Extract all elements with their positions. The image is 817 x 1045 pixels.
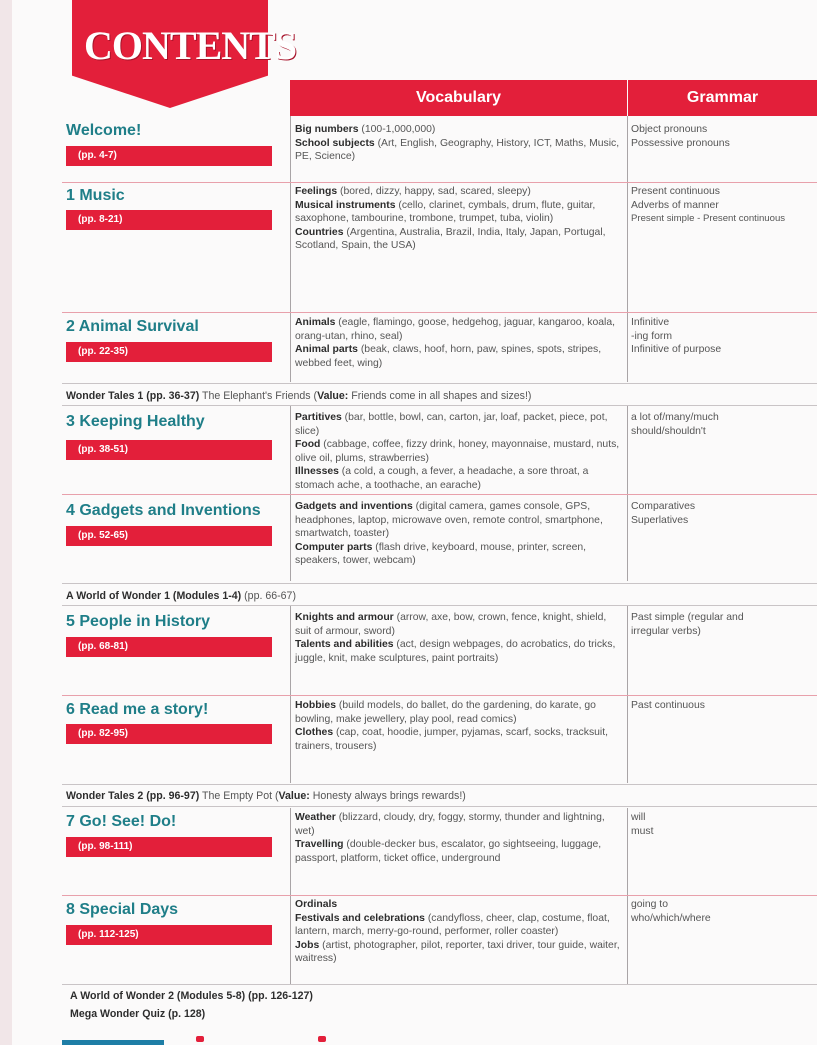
vocabulary-cell: Ordinals Festivals and celebrations (candyfloss, cheer, clap, costume, float, lantern, march, merry-go-round, performer, roller coaster) Jobs (artist, photographer, pilot, reporter, taxi driver, tour guide, waiter, waitress) — [295, 899, 620, 965]
module-title: 3 Keeping Healthy — [66, 413, 205, 430]
grammar-cell: a lot of/many/much should/shouldn't — [631, 412, 719, 437]
row-divider — [62, 984, 817, 985]
row-divider — [62, 383, 817, 384]
module-pages-badge: (pp. 98-111) — [66, 837, 272, 857]
module-title: 4 Gadgets and Inventions — [66, 502, 261, 519]
module-title: 5 People in History — [66, 613, 211, 630]
module-title: 2 Animal Survival — [66, 318, 199, 335]
row-divider — [62, 806, 817, 807]
table-rule — [290, 808, 291, 984]
row-divider — [62, 895, 817, 896]
decoration-mark — [318, 1036, 326, 1042]
module-pages-badge: (pp. 4-7) — [66, 146, 272, 166]
table-rule — [627, 808, 628, 984]
row-divider — [62, 784, 817, 785]
grammar-cell: Comparatives Superlatives — [631, 501, 696, 526]
row-divider — [62, 405, 817, 406]
page-title: CONTENTS — [84, 23, 297, 68]
vocabulary-cell: Animals (eagle, flamingo, goose, hedgehog, jaguar, kangaroo, koala, orang-utan, rhino, seal) Animal parts (beak, claws, hoof, horn, paw, spines, spots, stripes, webbed feet, wing) — [295, 317, 616, 369]
vocabulary-cell: Feelings (bored, dizzy, happy, sad, scared, sleepy) Musical instruments (cello, clarinet, cymbals, drum, flute, guitar, saxophone, tambourine, trombone, trumpet, tuba, violin) Countries (Argentina, Australia, Brazil, India, Italy, Japan, Portugal, Scotland, Spain, the USA) — [295, 186, 606, 252]
vocabulary-cell: Big numbers (100-1,000,000) School subjects (Art, English, Geography, History, ICT, Maths, Music, PE, Science) — [295, 124, 620, 163]
grammar-cell: will must — [631, 812, 654, 837]
module-pages-badge: (pp. 8-21) — [66, 210, 272, 230]
world-of-wonder-band: A World of Wonder 1 (Modules 1-4) (pp. 66-67) — [66, 590, 296, 602]
wonder-tales-band: Wonder Tales 2 (pp. 96-97) The Empty Pot (Value: Honesty always brings rewards!) — [66, 790, 466, 802]
grammar-cell: Infinitive -ing form Infinitive of purpose — [631, 317, 722, 356]
row-divider — [62, 695, 817, 696]
vocabulary-cell: Knights and armour (arrow, axe, bow, crown, fence, knight, shield, suit of armour, sword) Talents and abilities (act, design webpages, do acrobatics, do tricks, juggle, knit, make sculptures, paint portraits) — [295, 612, 616, 664]
module-pages-badge: (pp. 38-51) — [66, 440, 272, 460]
vocabulary-cell: Partitives (bar, bottle, bowl, can, carton, jar, loaf, packet, piece, pot, slice) Food (cabbage, coffee, fizzy drink, honey, mayonnaise, mustard, nuts, olive oil, plums, strawberries) Illnesses (a cold, a cough, a fever, a headache, a sore throat, a stomach ache, a toothache, an earache) — [295, 412, 620, 491]
module-pages-badge: (pp. 82-95) — [66, 724, 272, 744]
row-divider — [62, 494, 817, 495]
module-pages-badge: (pp. 112-125) — [66, 925, 272, 945]
module-pages-badge: (pp. 68-81) — [66, 637, 272, 657]
page-edge — [0, 0, 12, 1045]
grammar-cell: Past continuous — [631, 700, 705, 711]
grammar-cell: Past simple (regular and irregular verbs) — [631, 612, 744, 637]
mega-quiz-row: Mega Wonder Quiz (p. 128) — [70, 1008, 206, 1020]
row-divider — [62, 182, 817, 183]
decoration-mark — [196, 1036, 204, 1042]
table-rule — [290, 405, 291, 581]
module-title: Welcome! — [66, 122, 142, 139]
grammar-cell: Object pronouns Possessive pronouns — [631, 124, 730, 149]
grammar-cell: Present continuous Adverbs of manner Present simple - Present continuous — [631, 186, 786, 225]
world-of-wonder-2-row: A World of Wonder 2 (Modules 5-8) (pp. 126-127) — [70, 990, 313, 1002]
module-pages-badge: (pp. 22-35) — [66, 342, 272, 362]
row-divider — [62, 312, 817, 313]
module-pages-badge: (pp. 52-65) — [66, 526, 272, 546]
table-rule — [627, 405, 628, 581]
vocabulary-cell: Hobbies (build models, do ballet, do the gardening, do karate, go bowling, make jewellery, play pool, read comics) Clothes (cap, coat, hoodie, jumper, pyjamas, scarf, socks, tracksuit, trainers, trousers) — [295, 700, 608, 752]
bottom-strip — [62, 1040, 164, 1045]
module-title: 6 Read me a story! — [66, 701, 209, 718]
vocabulary-header: Vocabulary — [290, 80, 627, 116]
table-rule — [627, 116, 628, 382]
row-divider — [62, 605, 817, 606]
module-title: 7 Go! See! Do! — [66, 813, 177, 830]
module-title: 1 Music — [66, 187, 125, 204]
grammar-header: Grammar — [628, 80, 817, 116]
grammar-cell: going to who/which/where — [631, 899, 711, 924]
row-divider — [62, 583, 817, 584]
vocabulary-cell: Gadgets and inventions (digital camera, games console, GPS, headphones, laptop, microwave oven, remote control, smartphone, smartwatch, toaster) Computer parts (flash drive, keyboard, mouse, printer, screen, speakers, tower, webcam) — [295, 501, 603, 567]
vocabulary-cell: Weather (blizzard, cloudy, dry, foggy, stormy, thunder and lightning, wet) Travelling (double-decker bus, escalator, go sightseeing, luggage, passport, platform, ticket office, underground — [295, 812, 605, 864]
module-title: 8 Special Days — [66, 901, 179, 918]
wonder-tales-band: Wonder Tales 1 (pp. 36-37) The Elephant's Friends (Value: Friends come in all shapes and sizes!) — [66, 390, 532, 402]
table-rule — [290, 116, 291, 382]
